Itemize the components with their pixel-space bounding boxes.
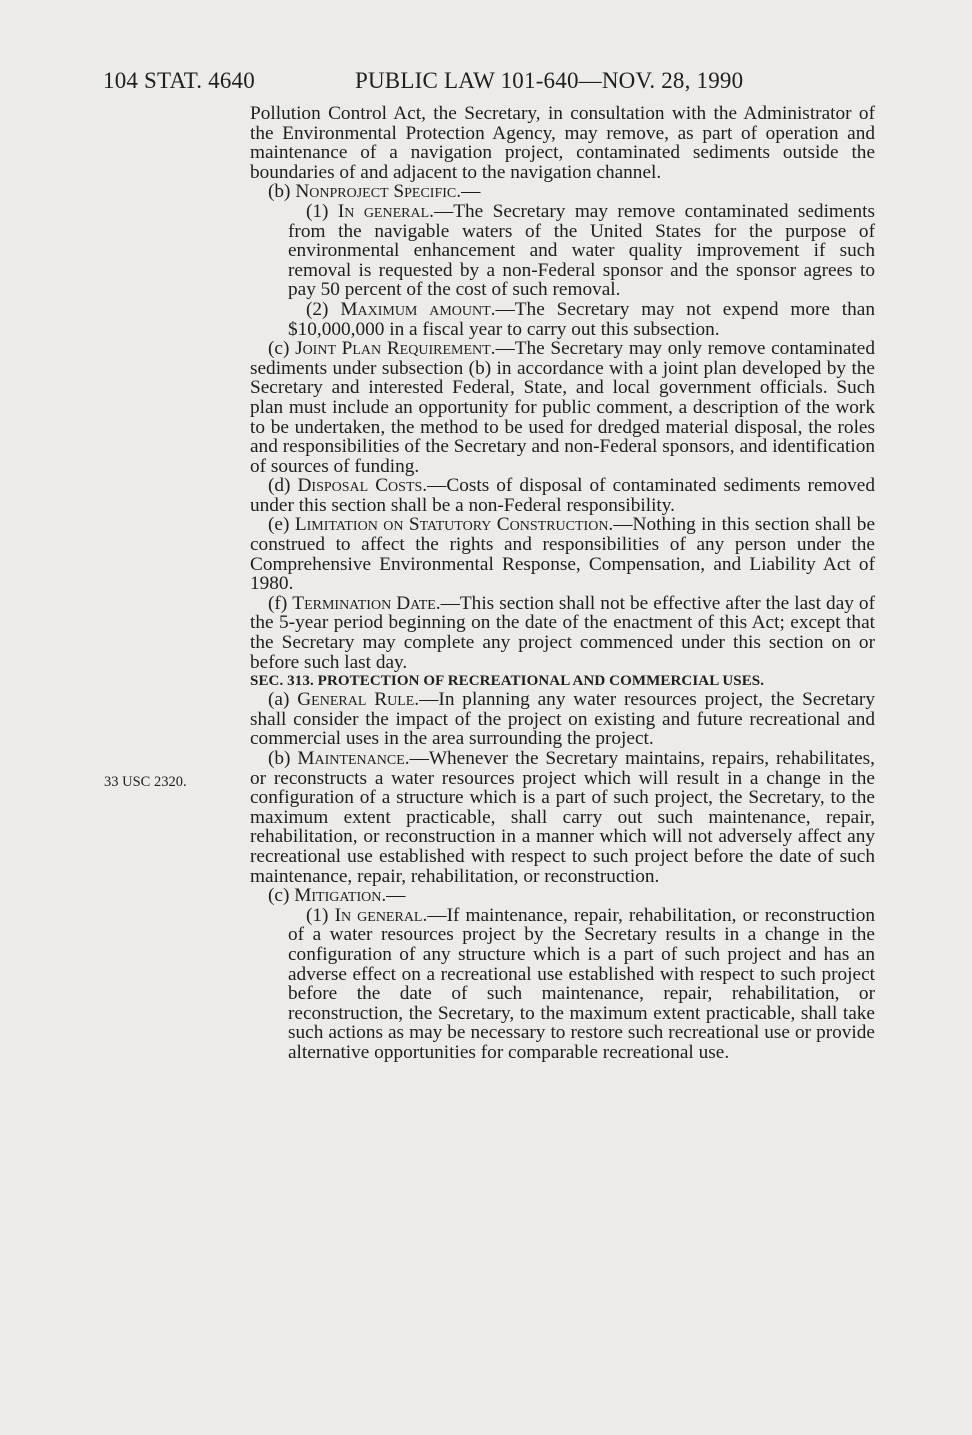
margin-citation: 33 USC 2320. [104,774,187,790]
para-text: —The Secretary may remove contaminated sediments from the navigable waters of the United States for the purpose of environmental enhancement and water quality improvement if such removal is requested by a non-Federal sponsor and the sponsor agrees to pay 50 percent of the cost of such removal. [288,200,875,301]
paragraph-intro: Pollution Control Act, the Secretary, in consultation with the Administrator of the Environmental Protection Agency, may remove, as part of operation and maintenance of a navigation project, contaminated sediments outside the boundaries of and adjacent to the navigation channel. [250,103,875,183]
paragraph-f [250,594,875,672]
para-text: —The Secretary may only remove contaminated sediments under subsection (b) in accordance with a joint plan developed by the Secretary and interested Federal, State, and local government officials. Such plan must include an opportunity for public comment, a description of the work to be undertaken, the method to be used for dredged material disposal, the roles and responsibilities of the Secretary and non-Federal sponsors, and identification of sources of funding. [250,338,875,477]
para-heading: General Rule. [297,689,420,711]
para-heading: Disposal Costs. [297,475,428,497]
para-text: —Whenever the Secretary maintains, repairs, rehabilitates, or reconstructs a water resources project which will result in a change in the configuration of a structure which is a part of such project, the Secretary, to the maximum extent practicable, shall carry out such maintenance, repair, rehabilitation, or reconstruction in a manner which will not adversely affect any recreational use established with respect to such project before the date of such maintenance, repair, rehabilitation, or reconstruction. [250,748,875,887]
para-number: (1) [306,200,338,222]
para-heading: Termination Date. [292,592,441,614]
paragraph-d [250,476,875,515]
para-text: —This section shall not be effective after the last day of the 5-year period beginning on the date of the enactment of this Act; except that the Secretary may complete any project commenced under this section on or before such last day. [250,592,875,673]
para-text: —The Secretary may not expend more than $10,000,000 in a fiscal year to carry out this subsection. [288,298,875,340]
para-number: (b) [268,748,298,769]
stat-page-number: 104 STAT. 4640 [103,68,255,93]
paragraph-c [250,339,875,476]
para-number: (1) [306,904,335,926]
para-number: (c) [268,885,295,907]
paragraph-b2 [250,300,875,339]
para-heading: In general. [337,200,434,222]
para-text: —If maintenance, repair, rehabilitation, or reconstruction of a water resources project by the Secretary results in a change in the configuration of any structure which is a part of such project and has an adverse effect on a recreational use established with respect to such project before the date of such maintenance, repair, rehabilitation, or reconstruction, the Secretary, to the maximum extent practicable, shall take such actions as may be necessary to restore such recreational use or provide alternative opportunities for comparable recreational use. [288,904,875,1063]
para-heading: In general. [334,904,428,926]
running-head [103,66,883,96]
para-heading: Maintenance. [297,748,410,769]
para-number: (e) [268,514,295,536]
para-number: (2) [306,298,341,320]
paragraph-313-b [250,749,875,886]
para-heading: Maximum amount. [340,298,496,320]
para-number: (d) [268,475,298,497]
paragraph-313-c1 [250,906,875,1063]
paragraph-e [250,515,875,593]
paragraph-313-c [250,886,875,906]
paragraph-313-a [250,690,875,749]
body-text [250,104,875,1063]
para-number: (c) [268,338,296,360]
law-title: PUBLIC LAW 101-640—NOV. 28, 1990 [355,68,744,93]
para-heading: Nonproject Specific.— [295,181,481,203]
para-number: (f) [268,592,293,614]
para-heading: Mitigation.— [294,885,406,907]
paragraph-b [250,182,875,202]
para-heading: Limitation on Statutory Construction. [294,514,614,536]
para-text: —In planning any water resources project, the Secretary shall consider the impact of the project on existing and future recreational and commercial uses in the area surrounding the project. [250,689,875,750]
para-text: —Costs of disposal of contaminated sediments removed under this section shall be a non-Federal responsibility. [250,475,876,516]
para-text: —Nothing in this section shall be construed to affect the rights and responsibilities of any person under the Comprehensive Environmental Response, Compensation, and Liability Act of 1980. [250,514,875,595]
section-313-heading: SEC. 313. PROTECTION OF RECREATIONAL AND COMMERCIAL USES. [250,673,765,690]
para-number: (a) [268,689,298,711]
paragraph-b1 [250,202,875,300]
para-heading: Joint Plan Requirement. [295,338,496,360]
para-number: (b) [268,181,296,203]
